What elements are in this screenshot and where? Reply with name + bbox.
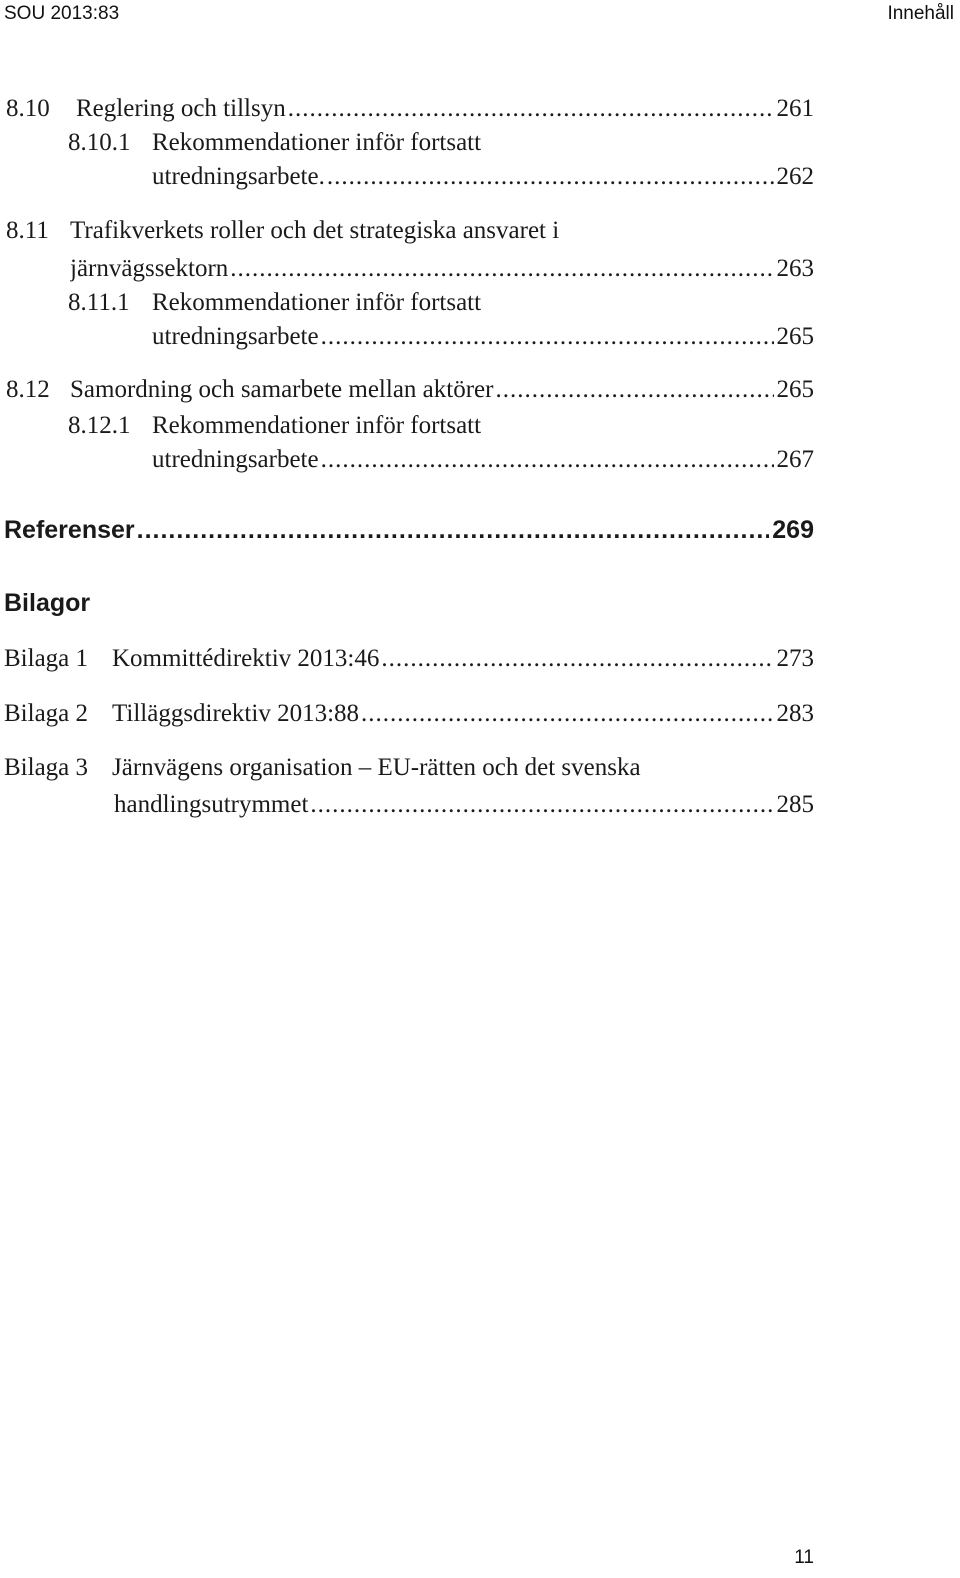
dot-leader [321,443,774,477]
toc-entry-page: 273 [776,645,814,672]
toc-entry-title-cont: utredningsarbete [152,323,319,350]
dot-leader [361,697,773,731]
toc-entry-8-11-1[interactable] [0,286,814,320]
toc-entry-number: Bilaga 2 [4,700,89,727]
toc-entry-8-12[interactable] [0,373,814,407]
toc-entry-title-cont: utredningsarbete [152,446,319,473]
toc-entry-number: 8.10.1 [68,129,131,156]
running-header-left: SOU 2013:83 [4,3,120,24]
toc-entry-page: 267 [776,446,814,473]
dot-leader [321,320,774,354]
toc-entry-page: 263 [776,255,814,282]
toc-entry-page: 265 [776,376,814,403]
toc-entry-8-11-cont[interactable] [70,252,814,286]
toc-entry-title-cont: järnvägssektorn [70,255,229,282]
section-heading-bilagor: Bilagor [4,589,91,617]
toc-entry-title: Kommittédirektiv 2013:46 [112,645,380,672]
toc-entry-8-12-1-cont[interactable] [152,443,814,477]
toc-entry-title: Samordning och samarbete mellan aktörer [70,376,494,403]
dot-leader [310,788,773,822]
toc-entry-title: Trafikverkets roller och det strategiska ansvaret i [70,217,560,244]
toc-entry-number: 8.12 [6,376,50,403]
running-header-right: Innehåll [887,3,954,24]
toc-entry-title: Referenser [4,516,135,544]
toc-entry-title: Rekommendationer inför fortsatt [152,289,482,316]
toc-entry-title: Reglering och tillsyn [76,95,286,122]
toc-entry-8-11[interactable] [0,214,814,248]
toc-entry-referenser[interactable] [4,513,814,547]
toc-entry-8-10-1[interactable] [0,126,814,160]
toc-entry-title: Rekommendationer inför fortsatt [152,129,482,156]
dot-leader [495,373,773,407]
toc-entry-title: Rekommendationer inför fortsatt [152,412,482,439]
toc-entry-number: Bilaga 3 [4,754,89,781]
toc-entry-page: 262 [776,163,814,190]
toc-entry-8-10[interactable] [0,92,814,126]
toc-entry-8-11-1-cont[interactable] [152,320,814,354]
dot-leader [288,92,774,126]
page-number: 11 [794,1547,814,1568]
toc-entry-title: Tilläggsdirektiv 2013:88 [112,700,360,727]
dot-leader [327,160,774,194]
toc-entry-page: 285 [776,791,814,818]
toc-entry-page: 269 [772,516,814,544]
dot-leader [381,642,773,676]
toc-entry-number: Bilaga 1 [4,645,89,672]
toc-entry-8-10-1-cont[interactable] [152,160,814,194]
toc-entry-bilaga-3-cont[interactable] [114,788,814,822]
dot-leader [230,252,773,286]
toc-entry-page: 283 [776,700,814,727]
toc-entry-title-cont: utredningsarbete. [152,163,325,190]
dot-leader [137,513,770,547]
toc-entry-bilaga-3[interactable] [4,751,814,785]
toc-entry-title: Järnvägens organisation – EU-rätten och det svenska [112,754,641,781]
toc-entry-page: 261 [776,95,814,122]
toc-entry-number: 8.12.1 [68,412,131,439]
toc-entry-bilaga-2[interactable] [4,697,814,731]
toc-entry-number: 8.10 [6,95,50,122]
toc-entry-8-12-1[interactable] [0,409,814,443]
toc-entry-number: 8.11.1 [68,289,130,316]
toc-entry-number: 8.11 [6,217,49,244]
toc-entry-bilaga-1[interactable] [4,642,814,676]
toc-entry-page: 265 [776,323,814,350]
toc-entry-title-cont: handlingsutrymmet [114,791,309,818]
